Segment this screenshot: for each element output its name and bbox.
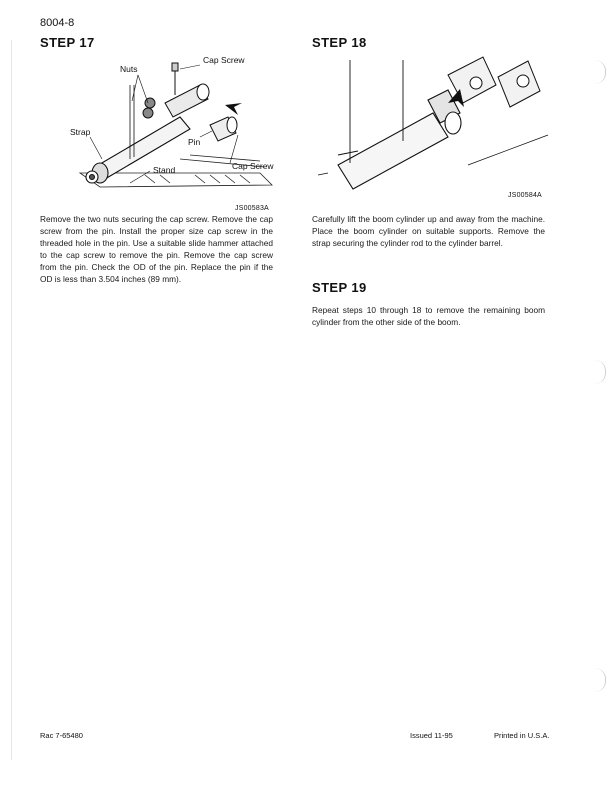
callout-nuts: Nuts xyxy=(120,64,138,74)
callout-cap-screw-top xyxy=(203,55,245,65)
page-number: 8004-8 xyxy=(40,17,75,29)
step-19-heading: STEP 19 xyxy=(312,280,367,295)
step-17-illustration xyxy=(60,55,285,205)
direction-arrow xyxy=(225,103,242,115)
footer-doc-number: Rac 7-65480 xyxy=(40,731,83,740)
boom-cylinder xyxy=(338,90,461,189)
pin xyxy=(210,117,237,141)
step-18-heading: STEP 18 xyxy=(312,35,367,50)
callout-cap-screw-top-label: Cap Screw xyxy=(203,55,245,65)
cylinder-mount xyxy=(143,84,209,118)
binder-hole-mark xyxy=(595,360,606,384)
callout-strap: Strap xyxy=(70,127,91,137)
binder-hole-mark xyxy=(595,60,606,84)
step-17-heading: STEP 17 xyxy=(40,35,95,50)
step-18-illustration xyxy=(318,55,548,195)
callout-pin: Pin xyxy=(188,137,201,147)
figure-code-18: JS00584A xyxy=(508,192,542,199)
figure-code-17: JS00583A xyxy=(235,205,269,212)
binder-hole-mark xyxy=(595,668,606,692)
footer-printed: Printed in U.S.A. xyxy=(494,731,550,740)
callout-cap-screw-bottom: Cap Screw xyxy=(232,161,274,171)
step-17-text: Remove the two nuts securing the cap screw. Remove the cap screw from the pin. Install the proper size cap screw in the threaded hole in the pin. Use a suitable slide hammer attached to the cap screw to remove the pin. Remove the cap screw from the pin. Check the OD of the pin. Replace the pin if the OD is less than 3.504 inches (89 mm). xyxy=(40,214,273,284)
page-margin-line xyxy=(11,40,12,760)
footer-issued: Issued 11-95 xyxy=(410,731,453,740)
callout-stand: Stand xyxy=(153,165,176,175)
step-18-text: Carefully lift the boom cylinder up and away from the machine. Place the boom cylinder on suitable supports. Remove the strap securing the cylinder rod to the cylinder barrel. xyxy=(312,214,545,248)
step-19-text: Repeat steps 10 through 18 to remove the remaining boom cylinder from the other side of the boom. xyxy=(312,305,545,327)
cap-screw xyxy=(172,63,178,95)
